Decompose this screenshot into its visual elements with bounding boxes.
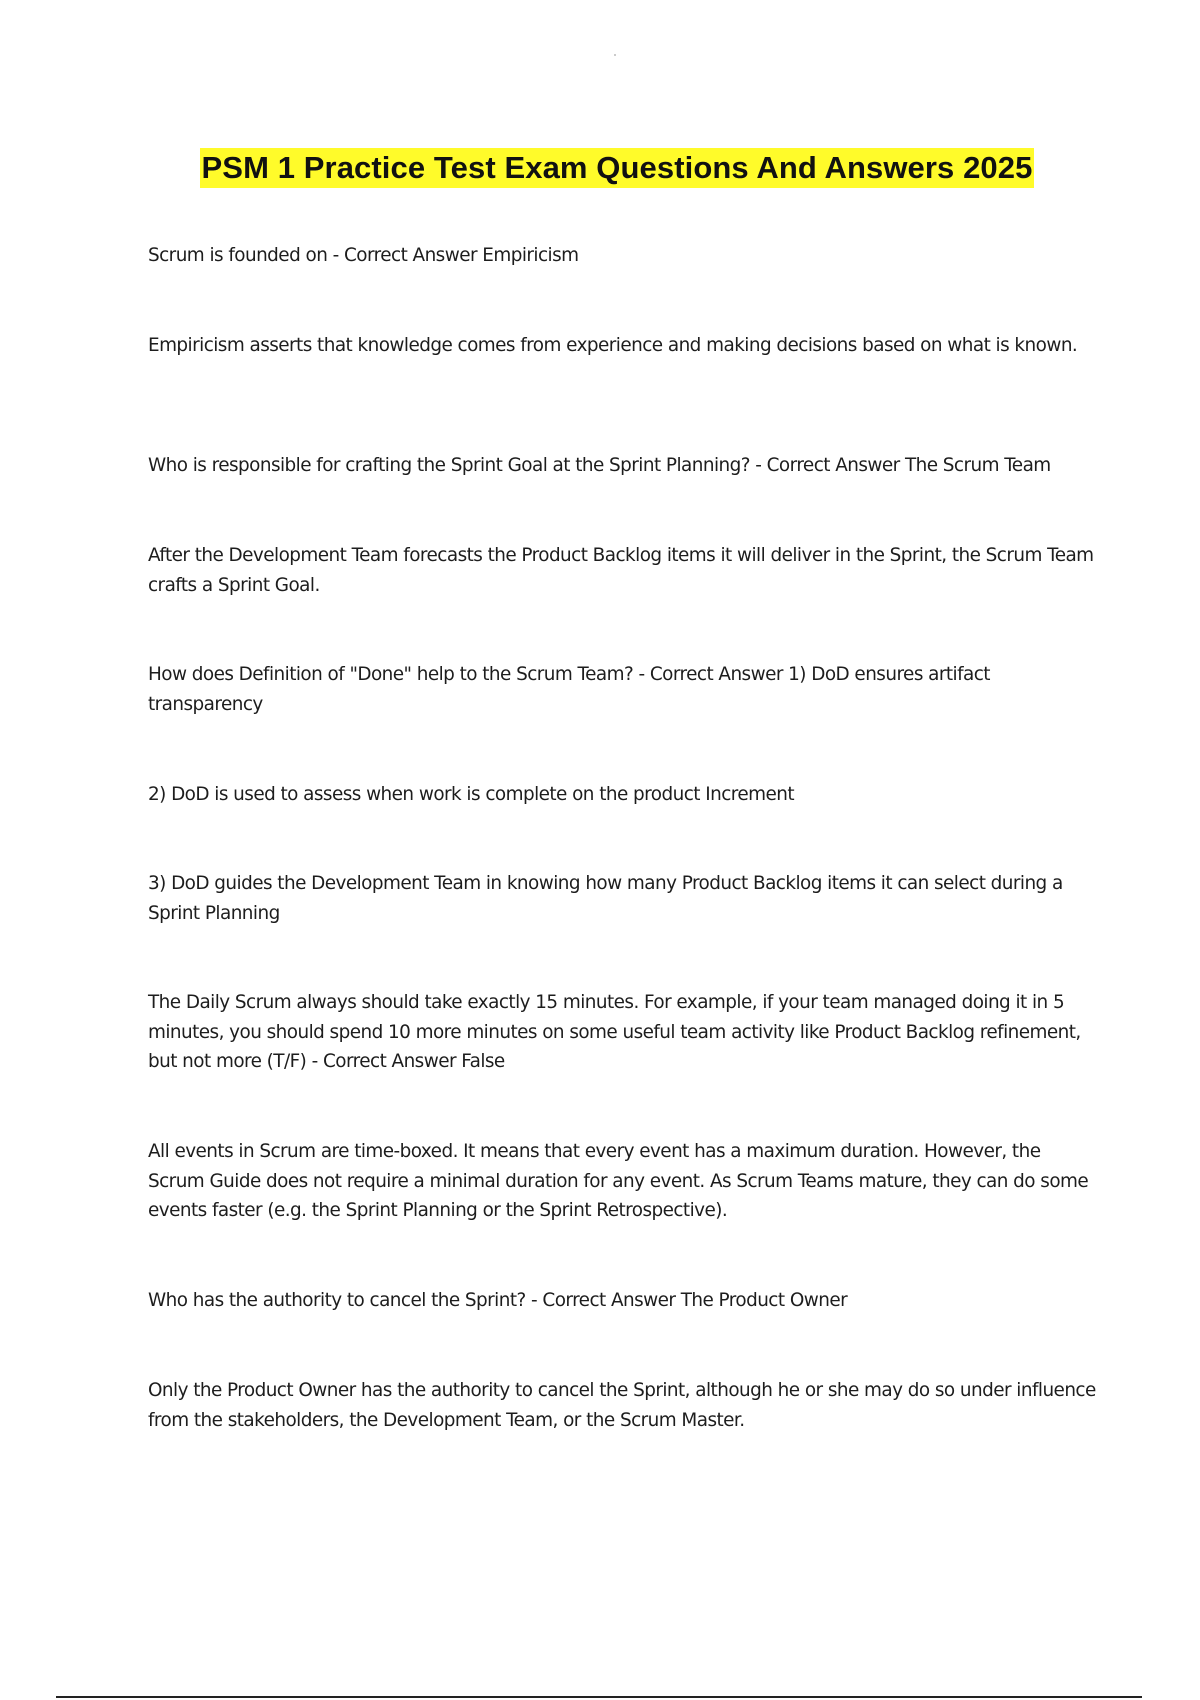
question-paragraph: The Daily Scrum always should take exactly 15 minutes. For example, if your team managed doing it in 5 minutes, you should spend 10 more minutes on some useful team activity like Product Backlog refinement, but not more (T/F) - Correct Answer False	[148, 992, 1081, 1072]
page-dot	[614, 54, 616, 56]
question-paragraph: Who is responsible for crafting the Sprint Goal at the Sprint Planning? - Correct Answer The Scrum Team	[148, 455, 1051, 476]
answer-list-item: 2) DoD is used to assess when work is complete on the product Increment	[148, 784, 795, 805]
answer-explanation-paragraph: Only the Product Owner has the authority to cancel the Sprint, although he or she may do so under influence from the stakeholders, the Development Team, or the Scrum Master.	[148, 1380, 1096, 1431]
answer-explanation-paragraph: All events in Scrum are time-boxed. It means that every event has a maximum duration. However, the Scrum Guide does not require a minimal duration for any event. As Scrum Teams mature, they can do some events faster (e.g. the Sprint Planning or the Sprint Retrospective).	[148, 1141, 1089, 1221]
question-paragraph: Scrum is founded on - Correct Answer Empiricism	[148, 245, 579, 266]
document-title: PSM 1 Practice Test Exam Questions And Answers 2025	[200, 148, 1035, 188]
answer-explanation-paragraph: Empiricism asserts that knowledge comes from experience and making decisions based on what is known.	[148, 335, 1078, 356]
title-container	[0, 148, 1200, 188]
answer-explanation-paragraph: After the Development Team forecasts the Product Backlog items it will deliver in the Sprint, the Scrum Team crafts a Sprint Goal.	[148, 545, 1094, 596]
answer-list-item: 3) DoD guides the Development Team in knowing how many Product Backlog items it can select during a Sprint Planning	[148, 873, 1063, 924]
question-paragraph: How does Definition of "Done" help to the Scrum Team? - Correct Answer 1) DoD ensures artifact transparency	[148, 664, 990, 715]
question-paragraph: Who has the authority to cancel the Sprint? - Correct Answer The Product Owner	[148, 1290, 848, 1311]
footer-divider	[56, 1696, 1142, 1698]
